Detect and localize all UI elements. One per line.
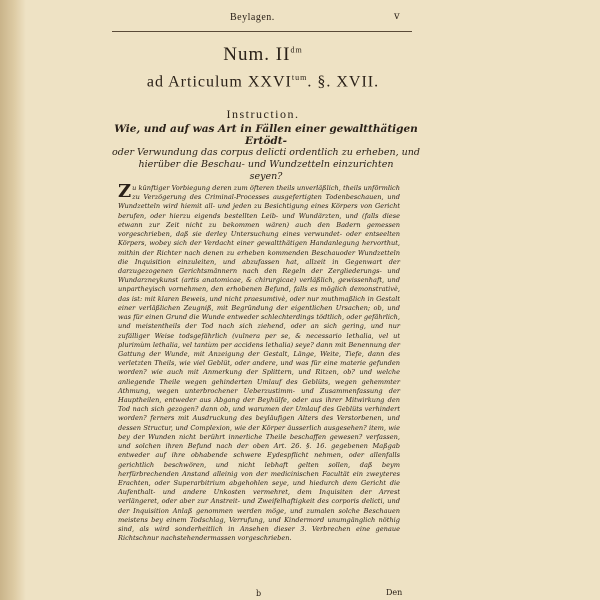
drop-cap: Z bbox=[118, 181, 132, 202]
body-text: u künftiger Vorbiegung deren zum öfteren theils unverläßlich, theils unförmlich zu Verzögerung des Criminal-Processes ausgefertigten Todenbeschauen, und Wundzetteln wird hiemit all- und jeden zu Besichtigung eines Körpers von Gericht berufen, oder hierzu eigends bestellten Leib- und Wundärzten, und (falls diese etwann zur Zeit nicht zu bekommen wären) auch den Badern gemessen vorgeschrieben, daß sie derley Untersuchung eines verwundet- oder entseelten Körpers, wobey sich der Verdacht einer gewaltthätigen Handanlegung hervorthut, mithin der Richter nach denen zu erheben kommenden Beschauoder Wundzetteln die Inquisition einzuleiten, und abzufassen hat, allzeit in Gegenwart der darzugezogenen Gerichtsmännern nach den Regeln der Zergliederungs- und Wundarzneykunst (artis anatomicae, & chirurgicae) verläßlich, gewissenhaft, und unpartheyisch vornehmen, den erhobenen Befund, falls es möglich demonstrativè, das ist: mit klaren Beweis, und nicht praesumtivè, oder nur muthmaßlich in Gestalt einer verläßlichen Zeugniß, mit Begründung der eigentlichen Ursachen; ob, und was für einen Grund die Wunde entweder schlechterdings tödtlich, oder gefährlich, und meistentheils der Tod nach sich ziehend, oder an sich gering, und nur zufälliger Weise todsgefährlich (vulnera per se, & necessario lethalia, vel ut plurimùm lethalia, vel tantùm per accidens lethalia) seye? dann mit Benennung der Gattung der Wunde, mit Anzeigung der Gestalt, Länge, Weite, Tiefe, dann des verletzten Theils, wie viel Geblüt, oder andere, und was für eine materie gefunden worden? wie auch mit Anmerkung der Splittern, und Ritzen, ob? und welche anliegende Theile wegen gehinderten Umlauf des Geblüts, wegen gehemmter Athmung, wegen unterbrochener Ueberzustimm- und Zusammenfassung der Hauptheilen, entweder aus Abgang der Beyhülfe, oder aus ihrer Mitwirkung den Tod nach sich gezogen? dann ob, und warumen der Umlauf des Geblüts verhindert worden? ferners mit Ausdruckung des beyläufigen Alters des Verstorbenen, und dessen Structur, und Complexion, wie der Körper äusserlich ausgesehen? item, wie bey der Wunden nicht berührt innerliche Theile beschaffen gewesen? verfassen, und solchen ihren Befund nach der oben Art. 26. §. 16. gegebenen Maßgab entweder auf ihre obhabende schwere Eydespflicht nehmen, oder allenfalls gerichtlich beschwören, und nicht lebhaft gelten sollen, daß beym herfürbrechenden Anstand alleinig von der medicinischen Facultät ein zweyteres Erachten, oder Superarbitrium abgehohlen seye, und hiedurch dem Gericht die Aufenthalt- und andere Unkosten vermehret, dem Inquisiten der Arrest verlängeret, oder aber zur Anstreit- und Zweifelhaftigkeit des corporis delicti, und der Inquisition Anlaß genommen werden möge, und zumalen solche Beschauen meistens bey einem Todschlag, Verrufung, und Kindermord unumgänglich nöthig sind, als wird sonderheitlich in Ansehen dieser 3. Verbrechen eine genaue Richtschnur nachstehendermassen vorgeschrieben. bbox=[118, 184, 400, 543]
instruction-heading: Instruction. bbox=[226, 107, 300, 121]
question-heading bbox=[112, 123, 420, 183]
question-line-3: hierüber die Beschau- und Wundzetteln einzurichten bbox=[138, 159, 394, 170]
question-line-4: seyen? bbox=[249, 171, 283, 182]
folio-number: v bbox=[394, 11, 400, 22]
article-paragraph: . §. XVII. bbox=[307, 73, 380, 91]
body-paragraph bbox=[118, 181, 400, 544]
signature-mark: b bbox=[256, 589, 262, 598]
section-number-title bbox=[0, 44, 526, 66]
question-line-2: oder Verwundung das corpus delicti ordentlich zu erheben, und bbox=[112, 147, 420, 158]
header-rule bbox=[112, 31, 412, 32]
running-head: Beylagen. bbox=[230, 12, 275, 23]
article-text: ad Articulum XXVI bbox=[146, 73, 292, 91]
num-text: Num. II bbox=[223, 44, 291, 65]
article-reference bbox=[0, 73, 526, 91]
catchword: Den bbox=[386, 588, 403, 597]
article-superscript: tum bbox=[291, 73, 308, 82]
question-line-1: Wie, und auf was Art in Fällen einer gewaltthätigen Ertödt- bbox=[114, 123, 418, 147]
num-superscript: dm bbox=[290, 45, 303, 55]
